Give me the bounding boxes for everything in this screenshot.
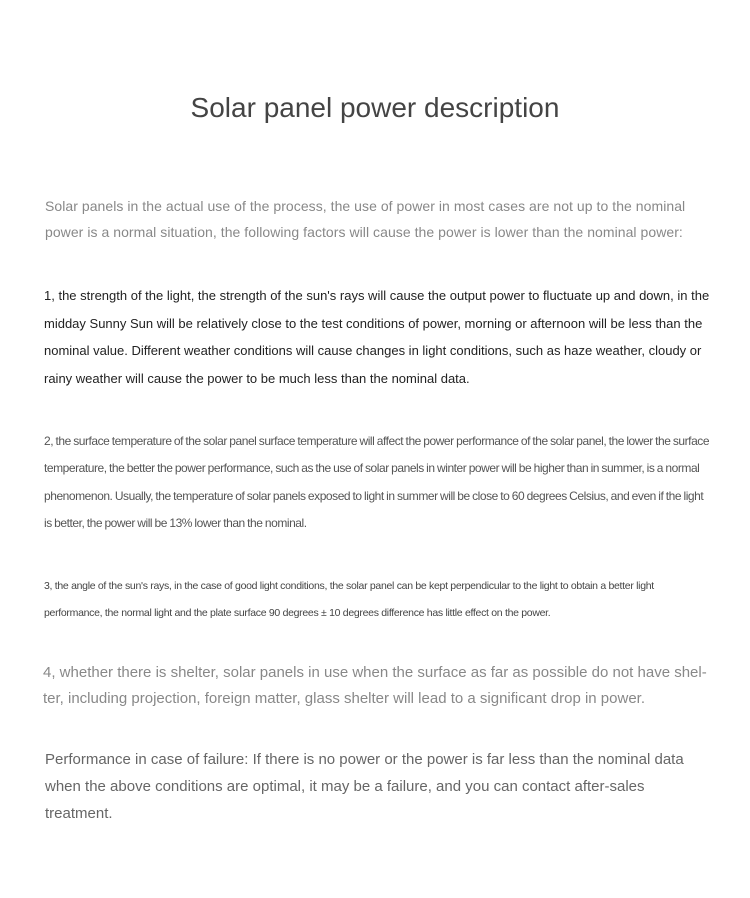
page-title: Solar panel power description xyxy=(190,92,560,123)
intro-paragraph: Solar panels in the actual use of the process, the use of power in most cases are not up to the nominal power is a normal situation, the following factors will cause the power is lower than the nominal power: xyxy=(45,198,686,240)
factor-sun-angle: 3, the angle of the sun's rays, in the case of good light conditions, the solar panel can be kept perpendicular to the light to obtain a better light performance, the normal light and the plate surface 90 degrees ± 10 degrees difference has little effect on the power. xyxy=(44,580,654,619)
factor-shelter: 4, whether there is shelter, solar panels in use when the surface as far as possible do not have shel-ter, including projection, foreign matter, glass shelter will lead to a significant drop in power. xyxy=(43,664,707,707)
failure-performance-note: Performance in case of failure: If there is no power or the power is far less than the nominal data when the above conditions are optimal, it may be a failure, and you can contact after-sales treatment. xyxy=(45,751,684,822)
factor-surface-temperature: 2, the surface temperature of the solar panel surface temperature will affect the power performance of the solar panel, the lower the surface temperature, the better the power performance, such as the use of solar panels in winter power will be higher than in summer, is a normal phenomenon. Usually, the temperature of solar panels exposed to light in summer will be close to 60 degrees Celsius, and even if the light is better, the power will be 13% lower than the nominal. xyxy=(44,434,710,531)
factor-light-strength: 1, the strength of the light, the strength of the sun's rays will cause the output power to fluctuate up and down, in the midday Sunny Sun will be relatively close to the test conditions of power, morning or afternoon will be less than the nominal value. Different weather conditions will cause changes in light conditions, such as haze weather, cloudy or rainy weather will cause the power to be much less than the nominal data. xyxy=(44,288,710,387)
